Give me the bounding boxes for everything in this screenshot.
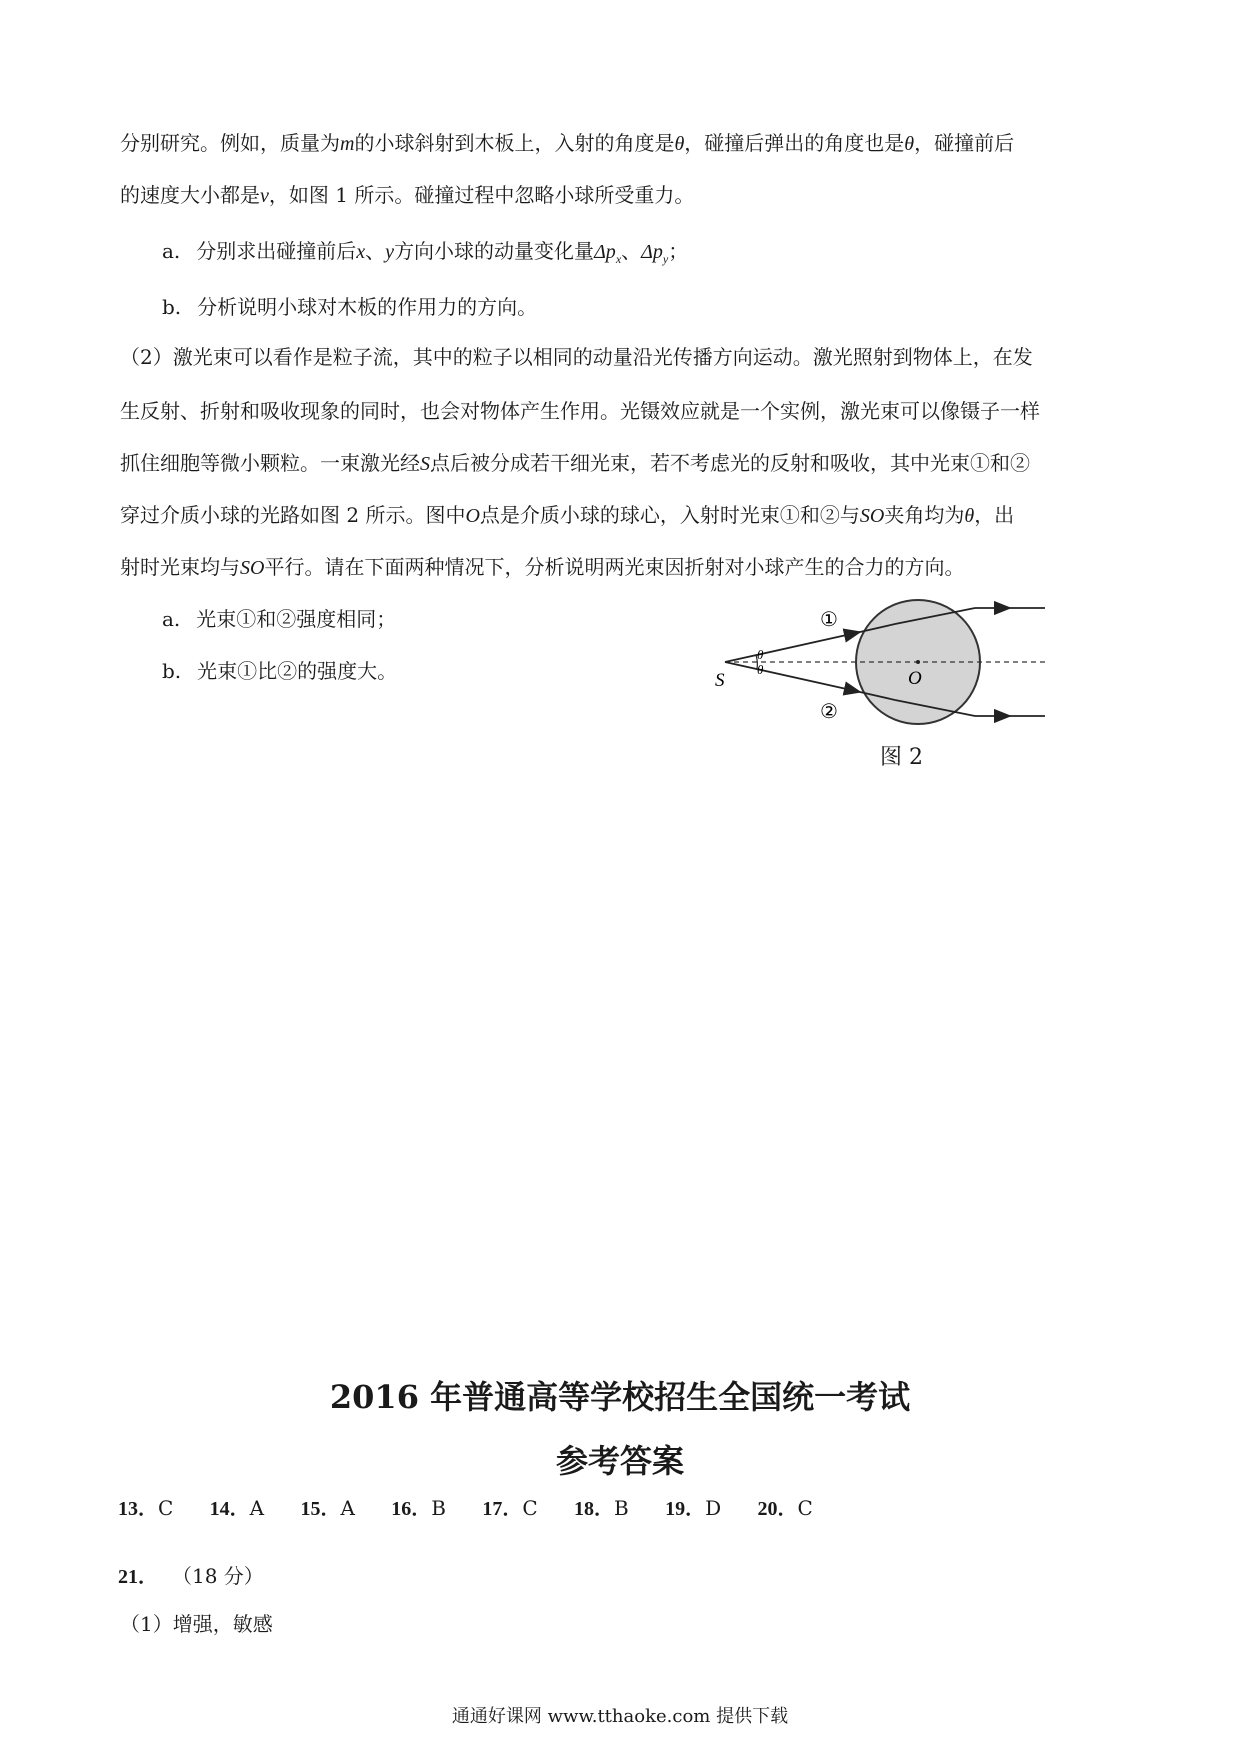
var-y: y	[385, 241, 395, 263]
var-theta: θ	[964, 505, 975, 527]
item-label: b.	[162, 295, 182, 319]
beam-2-exit	[955, 712, 975, 716]
answer-item	[574, 1492, 629, 1521]
answer-number: 19．	[665, 1498, 706, 1520]
para2-line5	[120, 552, 964, 583]
answer-item	[665, 1492, 721, 1521]
para1-line1	[120, 128, 1014, 159]
beam-1-label: ①	[820, 607, 838, 631]
text: 穿过介质小球的光路如图 2 所示。图中	[120, 503, 466, 527]
answer-number: 20．	[757, 1498, 798, 1520]
var-SO: SO	[859, 505, 885, 527]
center-dot	[916, 660, 920, 664]
text: ，碰撞后弹出的角度也是	[684, 131, 905, 155]
answer-item	[210, 1492, 264, 1521]
answer-title: 2016 年普通高等学校招生全国统一考试	[329, 1378, 911, 1416]
text: 的小球斜射到木板上，入射的角度是	[354, 131, 675, 155]
angle-label-1: θ	[757, 647, 764, 662]
var-O: O	[465, 505, 480, 527]
answer-choice: A	[340, 1496, 355, 1520]
answer-number: 13．	[118, 1498, 158, 1520]
angle-label-2: θ	[757, 662, 764, 677]
para2-line2	[120, 396, 1040, 426]
text: 点后被分成若干细光束，若不考虑光的反射和吸收，其中光束①和②	[430, 451, 1030, 475]
text: 方向小球的动量变化量	[394, 239, 595, 263]
answer-choice: A	[249, 1496, 265, 1520]
answer-list	[118, 1492, 843, 1521]
para2-line1	[120, 342, 1033, 372]
answer-choice: D	[705, 1496, 722, 1520]
answer-number: 18．	[574, 1498, 615, 1520]
para2-line4	[120, 500, 1014, 531]
text: （2）激光束可以看作是粒子流，其中的粒子以相同的动量沿光传播方向运动。激光照射到物体上，在发	[120, 345, 1033, 369]
para1-line2	[120, 180, 694, 211]
text: ，碰撞前后	[914, 131, 1015, 155]
question-1a	[162, 236, 688, 274]
delta-px	[594, 239, 622, 266]
item-label: b.	[162, 659, 182, 683]
answer-item	[300, 1492, 354, 1521]
subscript-x: x	[615, 252, 622, 266]
text: 生反射、折射和吸收现象的同时，也会对物体产生作用。光镊效应就是一个实例，激光束可以像镊子一样	[120, 399, 1040, 423]
text: 光束①比②的强度大。	[197, 659, 398, 683]
footer-credit: 通通好课网 www.tthaoke.com 提供下载	[451, 1706, 789, 1727]
subscript-y: y	[662, 252, 669, 266]
answer-number: 16．	[391, 1498, 432, 1520]
beam-2-label: ②	[820, 699, 838, 723]
text: 夹角均为	[884, 503, 965, 527]
answer-choice: C	[797, 1496, 813, 1520]
beam-1-incident	[725, 632, 860, 662]
point-o-label: O	[908, 668, 922, 689]
answer-number: 17．	[482, 1498, 523, 1520]
question-2a	[162, 604, 396, 634]
answer-item	[758, 1492, 813, 1521]
text: 点是介质小球的球心，入射时光束①和②与	[479, 503, 860, 527]
var-m: m	[340, 133, 355, 155]
answer-choice: B	[431, 1496, 446, 1520]
text: 抓住细胞等微小颗粒。一束激光经	[120, 451, 420, 475]
text: 光束①和②强度相同；	[196, 607, 397, 631]
answer-number: 15．	[300, 1498, 341, 1520]
answer-choice: B	[614, 1496, 629, 1520]
text: 分别研究。例如，质量为	[120, 131, 340, 155]
text: 、	[365, 239, 386, 263]
question-21-heading	[118, 1560, 264, 1589]
var-SO: SO	[240, 557, 265, 579]
text: 、	[621, 239, 642, 263]
text: 的速度大小都是	[120, 183, 260, 207]
item-label: a.	[162, 607, 181, 631]
var-v: v	[260, 185, 269, 207]
var-x: x	[356, 241, 366, 263]
answer-choice: C	[158, 1496, 174, 1520]
var-dp: Δp	[641, 241, 663, 263]
var-dp: Δp	[594, 241, 616, 263]
text: 平行。请在下面两种情况下，分析说明两光束因折射对小球产生的合力的方向。	[264, 555, 965, 579]
delta-py	[641, 239, 669, 266]
var-theta: θ	[904, 133, 915, 155]
para2-line3	[120, 448, 1030, 479]
text: 分别求出碰撞前后	[196, 239, 357, 263]
beam-2-incident	[725, 662, 860, 692]
text: 射时光束均与	[120, 555, 240, 579]
question-2b	[162, 656, 397, 686]
text: ，如图 1 所示。碰撞过程中忽略小球所受重力。	[268, 183, 695, 207]
beam-1-exit	[955, 608, 975, 612]
var-theta: θ	[674, 133, 685, 155]
answer-choice: C	[522, 1496, 538, 1520]
question-1b	[162, 292, 537, 322]
answer-item	[482, 1492, 537, 1521]
answer-21-1: （1）增强，敏感	[120, 1612, 273, 1636]
figure-2-caption: 图 2	[880, 745, 923, 770]
question-score: （18 分）	[172, 1564, 264, 1588]
question-number: 21．	[118, 1566, 158, 1588]
text: 分析说明小球对木板的作用力的方向。	[197, 295, 538, 319]
answer-item	[391, 1492, 446, 1521]
text: ，出	[974, 503, 1015, 527]
text: ；	[668, 239, 689, 263]
answer-item	[118, 1492, 173, 1521]
item-label: a.	[162, 239, 181, 263]
answer-subtitle: 参考答案	[555, 1442, 684, 1480]
answer-number: 14．	[209, 1498, 250, 1520]
var-S: S	[420, 453, 430, 475]
point-s-label: S	[715, 670, 725, 691]
